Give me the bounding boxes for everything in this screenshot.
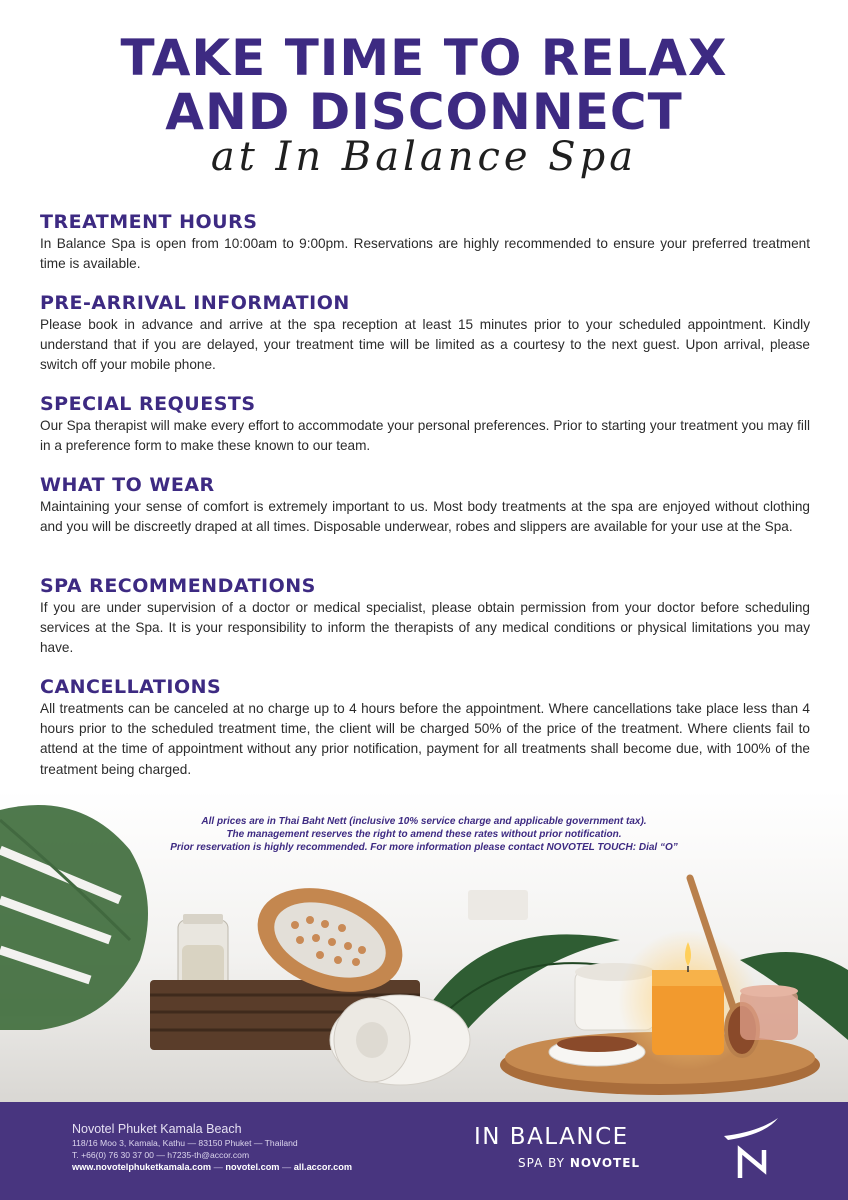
section-body: In Balance Spa is open from 10:00am to 9:00pm. Reservations are highly recommended to ensure your preferred treatment time is available.: [40, 236, 810, 272]
hotel-address: 118/16 Moo 3, Kamala, Kathu — 83150 Phuket — Thailand: [72, 1138, 298, 1148]
brand-in-balance: IN BALANCE: [474, 1124, 629, 1150]
section-body: Maintaining your sense of comfort is extremely important to us. Most body treatments at the spa are enjoyed without clothing and you will be discreetly draped at all times. Disposable underwear, robes and slippers are available for your use at the Spa.: [40, 499, 810, 535]
hotel-name: Novotel Phuket Kamala Beach: [72, 1122, 242, 1136]
separator: —: [282, 1162, 292, 1172]
headline-line-2: AND DISCONNECT: [165, 83, 683, 141]
section-treatment-hours: [40, 211, 810, 274]
headline-line-1: TAKE TIME TO RELAX: [120, 29, 728, 87]
section-cancellations: [40, 676, 810, 780]
price-notes: [0, 815, 848, 854]
brand-novotel: NOVOTEL: [569, 1156, 641, 1170]
section-body: If you are under supervision of a doctor or medical specialist, please obtain permission from your doctor before scheduling services at the Spa. It is your responsibility to inform the therapists of any medical conditions or physical limitations you may have.: [40, 600, 810, 656]
note-line: All prices are in Thai Baht Nett (inclusive 10% service charge and applicable government tax).: [201, 816, 647, 827]
hotel-contact: T. +66(0) 76 30 37 00 — h7235-th@accor.com: [72, 1150, 250, 1160]
rolled-towel: [330, 995, 470, 1085]
small-jar: [740, 985, 798, 1040]
headline-script-subtitle: at In Balance Spa: [210, 134, 638, 180]
section-body: Our Spa therapist will make every effort to accommodate your personal preferences. Prior to starting your treatment you may fill in a preference form to make these known to our team.: [40, 418, 810, 454]
section-special-requests: [40, 393, 810, 456]
section-spa-recommendations: [40, 575, 810, 659]
web-links: [72, 1162, 352, 1172]
scrub-bowl: [549, 1036, 645, 1066]
link-novotelphuketkamala[interactable]: www.novotelphuketkamala.com: [72, 1162, 212, 1172]
novotel-n-logo-icon: [718, 1112, 788, 1192]
note-line: Prior reservation is highly recommended. For more information please contact NOVOTEL TOUCH: Dial “O”: [170, 842, 678, 853]
salt-jar: [178, 914, 228, 990]
link-accor[interactable]: all.accor.com: [293, 1162, 353, 1172]
section-title: WHAT TO WEAR: [40, 474, 215, 496]
brand-spa-by: SPA BY: [518, 1156, 566, 1170]
brand-spa-by-novotel: [518, 1156, 640, 1170]
background-box: [468, 890, 528, 920]
note-line: The management reserves the right to amend these rates without prior notification.: [226, 829, 622, 840]
section-title: CANCELLATIONS: [40, 676, 222, 698]
section-body: All treatments can be canceled at no charge up to 4 hours before the appointment. Where cancellations take place less than 4 hours prior to the scheduled treatment time, the client will be charged 50% of the price of the treatment. Where clients fail to attend at the time of appointment without any prior notification, payment for all treatments shall become due, with 100% of the treatment being charged.: [40, 701, 810, 777]
section-title: SPA RECOMMENDATIONS: [40, 575, 316, 597]
link-novotel[interactable]: novotel.com: [225, 1162, 280, 1172]
section-title: PRE-ARRIVAL INFORMATION: [40, 292, 350, 314]
section-title: TREATMENT HOURS: [40, 211, 258, 233]
separator: —: [213, 1162, 223, 1172]
section-what-to-wear: [40, 474, 810, 537]
footer: [0, 1102, 848, 1200]
section-pre-arrival: [40, 292, 810, 376]
section-body: Please book in advance and arrive at the spa reception at least 15 minutes prior to your scheduled appointment. Kindly understand that if you are delayed, your treatment time will be limited as a courtesy to the next guest. Upon arrival, please switch off your mobile phone.: [40, 317, 810, 373]
section-title: SPECIAL REQUESTS: [40, 393, 256, 415]
